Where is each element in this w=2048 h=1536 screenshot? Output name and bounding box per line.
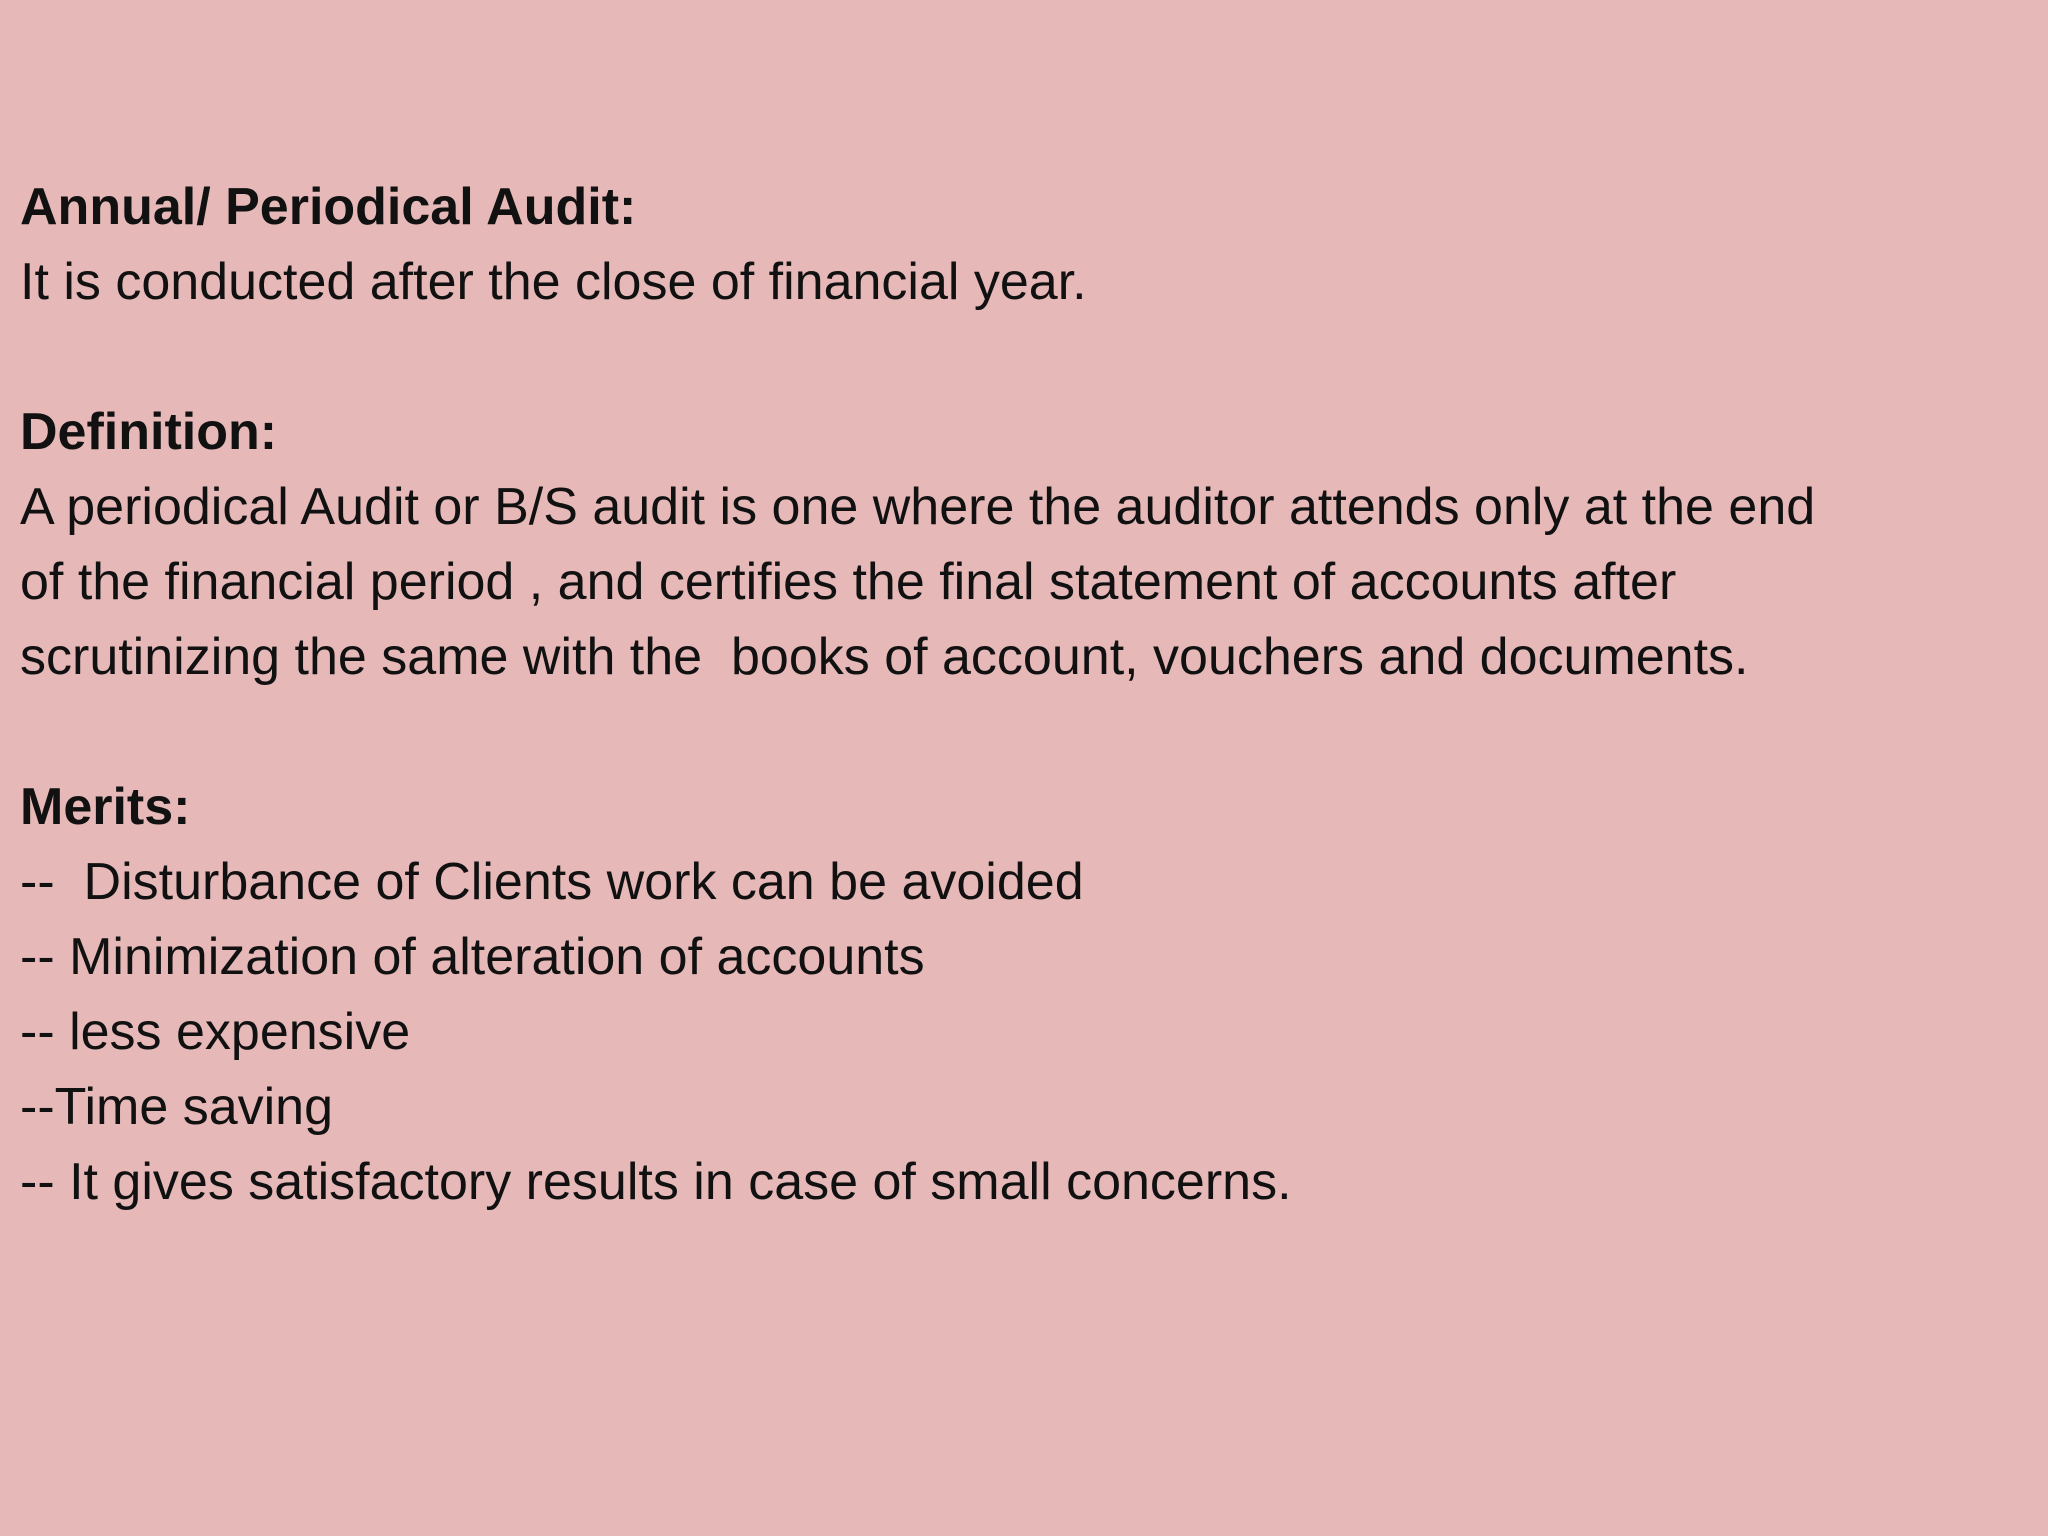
definition-heading: Definition: (20, 403, 278, 461)
merit-item: --Time saving (20, 1078, 334, 1136)
annual-audit-section (20, 170, 2028, 320)
spacer (20, 695, 2028, 770)
definition-section (20, 395, 2028, 695)
merits-heading: Merits: (20, 778, 191, 836)
merits-section (20, 770, 2028, 1220)
annual-audit-text: It is conducted after the close of financial year. (20, 253, 1087, 311)
merits-list (20, 845, 2028, 1220)
merit-item: -- It gives satisfactory results in case of small concerns. (20, 1153, 1292, 1211)
merit-item: -- Minimization of alteration of accounts (20, 928, 925, 986)
annual-audit-heading: Annual/ Periodical Audit: (20, 178, 637, 236)
merit-item: -- Disturbance of Clients work can be avoided (20, 853, 1084, 911)
spacer (20, 320, 2028, 395)
definition-line: of the financial period , and certifies the final statement of accounts after (20, 553, 1677, 611)
definition-line: A periodical Audit or B/S audit is one where the auditor attends only at the end (20, 478, 1816, 536)
definition-line: scrutinizing the same with the books of account, vouchers and documents. (20, 628, 1749, 686)
merit-item: -- less expensive (20, 1003, 411, 1061)
